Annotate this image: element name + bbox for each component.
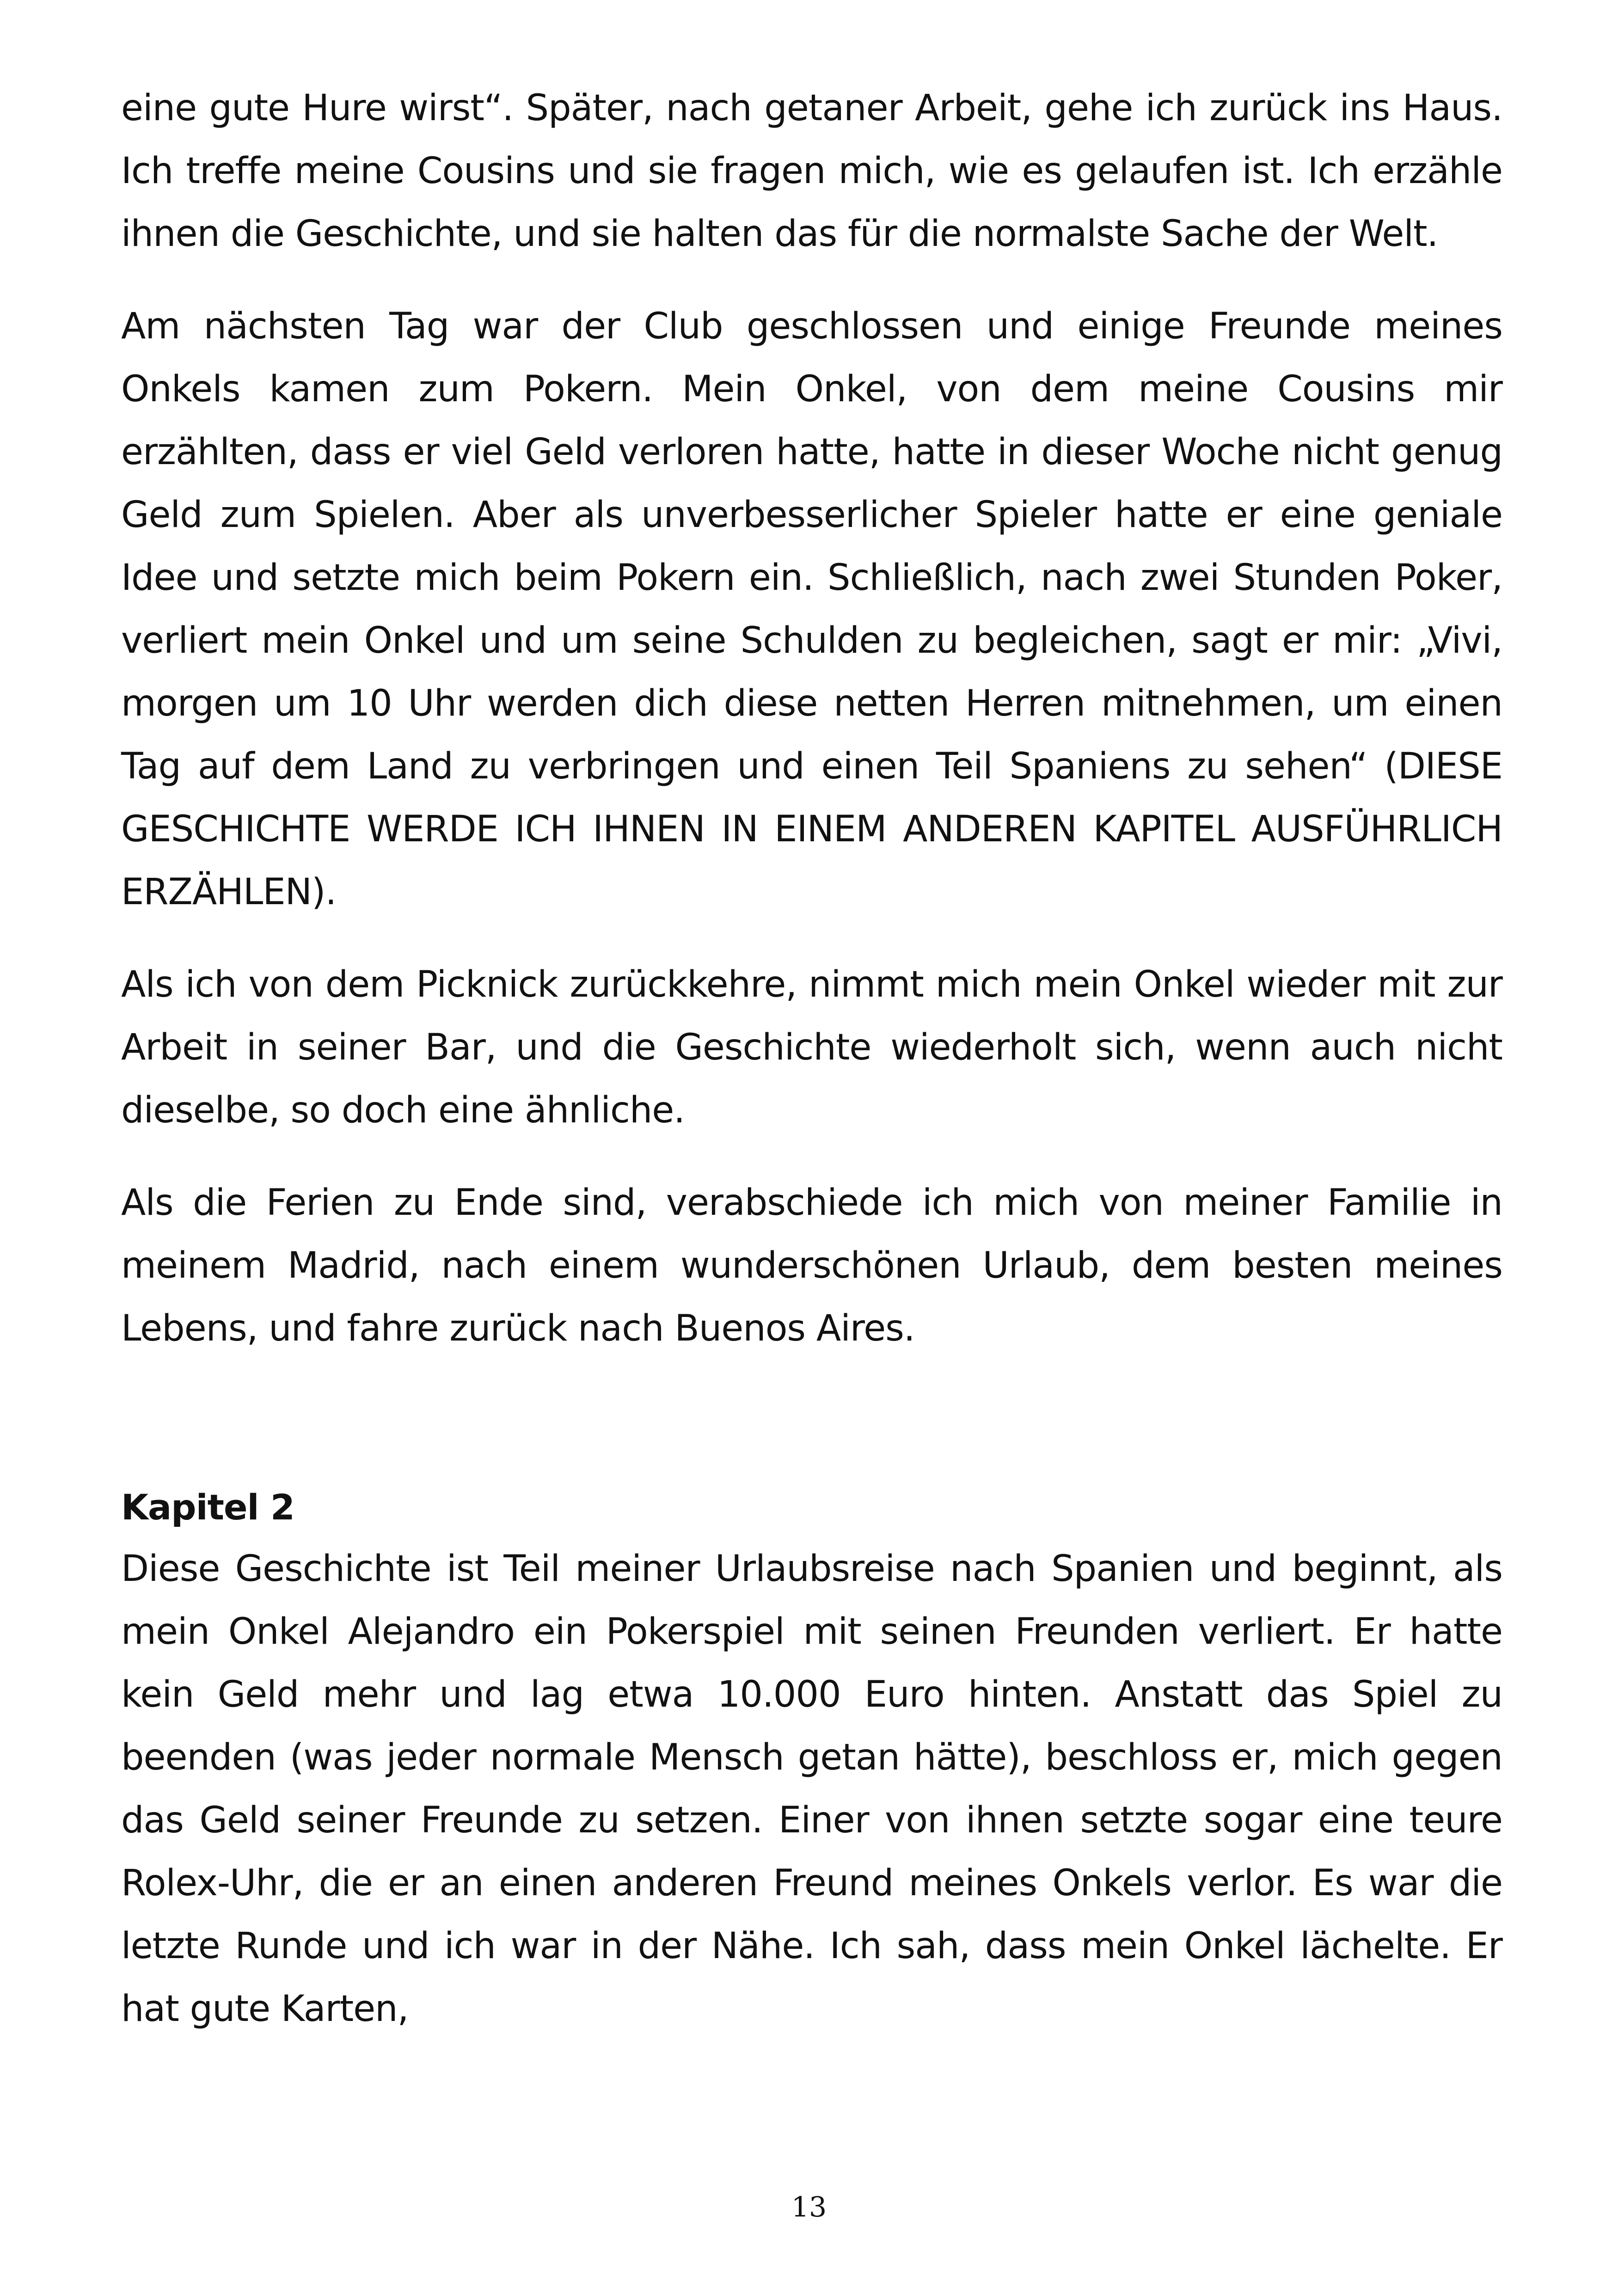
- chapter-heading: Kapitel 2: [121, 1487, 294, 1528]
- paragraph-1: eine gute Hure wirst“. Später, nach getaner Arbeit, gehe ich zurück ins Haus. Ich treffe meine Cousins und sie fragen mich, wie es gelaufen ist. Ich erzähle ihnen die Geschichte, und sie halten das für die normalste Sache der Welt.: [121, 87, 1502, 255]
- page-number: 13: [791, 2191, 827, 2223]
- body-text: [121, 77, 1502, 2070]
- chapter-paragraph: Diese Geschichte ist Teil meiner Urlaubsreise nach Spanien und beginnt, als mein Onkel Alejandro ein Pokerspiel mit seinen Freunden verliert. Er hatte kein Geld mehr und lag etwa 10.000 Euro hinten. Anstatt das Spiel zu beenden (was jeder normale Mensch getan hätte), beschloss er, mich gegen das Geld seiner Freunde zu setzen. Einer von ihnen setzte sogar eine teure Rolex-Uhr, die er an einen anderen Freund meines Onkels verlor. Es war die letzte Runde und ich war in der Nähe. Ich sah, dass mein Onkel lächelte. Er hat gute Karten,: [121, 1548, 1502, 2030]
- paragraph-2: Am nächsten Tag war der Club geschlossen und einige Freunde meines Onkels kamen zum Pokern. Mein Onkel, von dem meine Cousins mir erzählten, dass er viel Geld verloren hatte, hatte in dieser Woche nicht genug Geld zum Spielen. Aber als unverbesserlicher Spieler hatte er eine geniale Idee und setzte mich beim Pokern ein. Schließlich, nach zwei Stunden Poker, verliert mein Onkel und um seine Schulden zu begleichen, sagt er mir: „Vivi, morgen um 10 Uhr werden dich diese netten Herren mitnehmen, um einen Tag auf dem Land zu verbringen und einen Teil Spaniens zu sehen“ (DIESE GESCHICHTE WERDE ICH IHNEN IN EINEM ANDEREN KAPITEL AUSFÜHRLICH ERZÄHLEN).: [121, 306, 1502, 913]
- section-spacer: [121, 1390, 1502, 1477]
- paragraph-4: Als die Ferien zu Ende sind, verabschiede ich mich von meiner Familie in meinem Madrid, nach einem wunderschönen Urlaub, dem besten meines Lebens, und fahre zurück nach Buenos Aires.: [121, 1182, 1502, 1349]
- paragraph-3: Als ich von dem Picknick zurückkehre, nimmt mich mein Onkel wieder mit zur Arbeit in seiner Bar, und die Geschichte wiederholt sich, wenn auch nicht dieselbe, so doch eine ähnliche.: [121, 964, 1502, 1131]
